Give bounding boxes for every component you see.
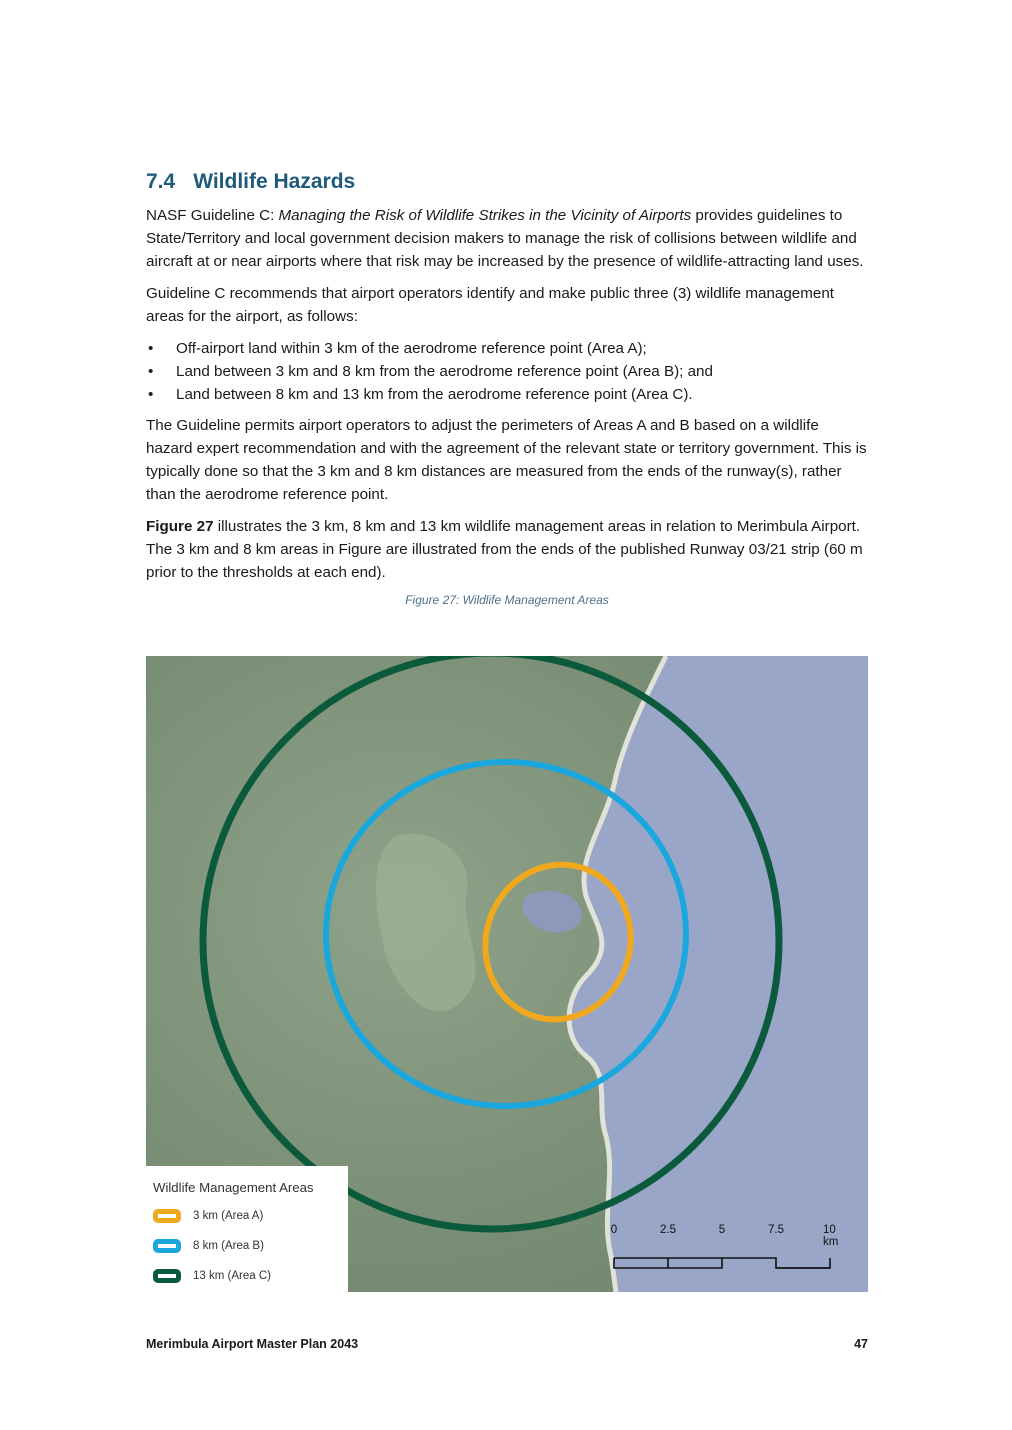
footer-title: Merimbula Airport Master Plan 2043 <box>146 1337 359 1351</box>
section-number: 7.4 <box>146 170 176 193</box>
paragraph-4 <box>146 515 868 584</box>
paragraph-3: The Guideline permits airport operators to adjust the perimeters of Areas A and B based on a wildlife hazard expert recommendation and with the agreement of the relevant state or territory government. This is typically done so that the 3 km and 8 km distances are measured from the ends of the runway(s), rather than the aerodrome reference point. <box>146 417 867 503</box>
page-number: 47 <box>854 1337 868 1351</box>
swatch-area-a <box>153 1209 181 1223</box>
scale-tick-label: 2.5 <box>660 1224 676 1236</box>
section-heading <box>146 170 868 194</box>
scale-bar-graphic <box>606 1224 856 1280</box>
section-title: Wildlife Hazards <box>193 170 356 193</box>
swatch-area-c <box>153 1269 181 1283</box>
main-content <box>146 170 868 607</box>
legend-label: 13 km (Area C) <box>193 1270 271 1282</box>
legend-item-area-a <box>153 1201 342 1231</box>
figure-reference: Figure 27 <box>146 518 214 535</box>
paragraph-1 <box>146 204 868 273</box>
scale-bar <box>606 1224 856 1280</box>
scale-tick-label: 0 <box>610 1224 618 1236</box>
scale-tick-label: 7.5 <box>768 1224 784 1236</box>
map-legend <box>146 1166 348 1292</box>
figure-caption: Figure 27: Wildlife Management Areas <box>405 593 609 607</box>
scale-tick-label: 5 <box>718 1224 726 1236</box>
area-list <box>146 337 868 406</box>
legend-label: 3 km (Area A) <box>193 1210 264 1222</box>
paragraph-1-rest: provides guidelines to State/Territory and local government decision makers to manage the risk of collisions between wildlife and aircraft at or near airports where that risk may be increased by the presence of wildlife-attracting land uses. <box>146 207 864 270</box>
guideline-title: Managing the Risk of Wildlife Strikes in the Vicinity of Airports <box>278 207 692 224</box>
list-item: • Off-airport land within 3 km of the aerodrome reference point (Area A); <box>146 337 868 360</box>
list-item: • Land between 3 km and 8 km from the aerodrome reference point (Area B); and <box>146 360 868 383</box>
paragraph-1-lead: NASF Guideline C: <box>146 207 279 224</box>
legend-item-area-c <box>153 1261 342 1291</box>
scale-tick-label: 10 km <box>823 1224 839 1248</box>
legend-item-area-b <box>153 1231 342 1261</box>
paragraph-2: Guideline C recommends that airport operators identify and make public three (3) wildlife management areas for the airport, as follows: <box>146 285 834 325</box>
legend-title: Wildlife Management Areas <box>153 1180 314 1195</box>
list-item: • Land between 8 km and 13 km from the aerodrome reference point (Area C). <box>146 383 868 406</box>
swatch-area-b <box>153 1239 181 1253</box>
wildlife-map <box>146 656 868 1292</box>
legend-label: 8 km (Area B) <box>193 1240 264 1252</box>
paragraph-4-rest: illustrates the 3 km, 8 km and 13 km wildlife management areas in relation to Merimbula Airport. The 3 km and 8 km areas in Figure are illustrated from the ends of the published Runway 03/21 strip (60 m prior to the thresholds at each end). <box>146 518 863 581</box>
